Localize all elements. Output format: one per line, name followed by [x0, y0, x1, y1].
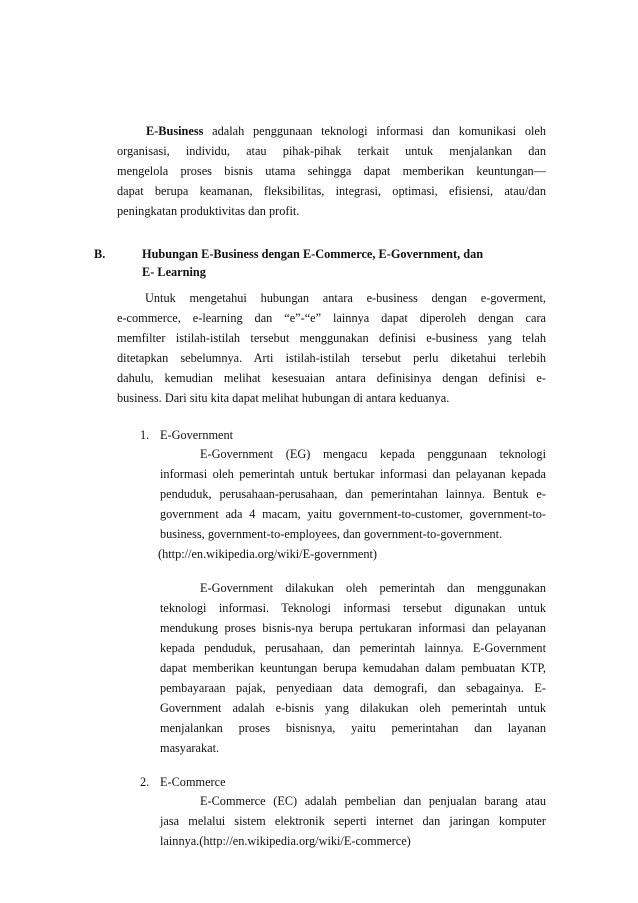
item-1-p1-line-2: informasi oleh pemerintah untuk bertukar informasi dan pelayanan kepada: [160, 467, 546, 481]
item-1-number: 1.: [140, 428, 150, 442]
item-1-p2-line-4: kepada penduduk, perusahaan, dan pemerintah lainnya. E-Government: [160, 641, 546, 655]
section-b-line-1: Untuk mengetahui hubungan antara e-business dengan e-goverment,: [145, 291, 546, 305]
intro-line-2: organisasi, individu, atau pihak-pihak terkait untuk menjalankan dan: [117, 144, 546, 158]
item-2-p1-line-1: E-Commerce (EC) adalah pembelian dan penjualan barang atau: [200, 794, 546, 808]
section-b-marker: B.: [94, 247, 106, 261]
item-2-number: 2.: [140, 775, 150, 789]
section-b-line-4: ditetapkan sebelumnya. Arti istilah-istilah tersebut perlu diketahui terlebih: [117, 351, 546, 365]
item-1-p1-line-3: penduduk, perusahaan-perusahaan, dan pemerintahan lainnya. Bentuk e-: [160, 487, 546, 501]
item-1-p2-line-5: dapat memberikan keuntungan berupa kemudahan dalam pembuatan KTP,: [160, 661, 546, 675]
intro-line-1: E-Business adalah penggunaan teknologi informasi dan komunikasi oleh: [146, 124, 546, 138]
item-1-p2-line-1: E-Government dilakukan oleh pemerintah dan menggunakan: [200, 581, 546, 595]
intro-line-3: mengelola proses bisnis utama sehingga dapat memberikan keuntungan—: [117, 164, 546, 178]
item-1-heading: E-Government: [160, 428, 234, 442]
intro-line-5: peningkatan produktivitas dan profit.: [117, 204, 300, 218]
item-2-heading: E-Commerce: [160, 775, 226, 789]
item-1-p1-line-4: government ada 4 macam, yaitu government-to-customer, government-to-: [160, 507, 546, 521]
item-1-p1-line-1: E-Government (EG) mengacu kepada penggunaan teknologi: [200, 447, 546, 461]
section-b-title-line-2: E- Learning: [142, 265, 206, 279]
section-b-line-3: memfilter istilah-istilah tersebut menggunakan definisi e-business yang telah: [117, 331, 546, 345]
item-1-p1-line-5: business, government-to-employees, dan government-to-government.: [160, 527, 503, 541]
item-2-p1-line-3: lainnya.(http://en.wikipedia.org/wiki/E-commerce): [160, 834, 411, 848]
item-2-p1-line-2: jasa melalui sistem elektronik seperti internet dan jaringan komputer: [160, 814, 546, 828]
intro-line-4: dapat berupa keamanan, fleksibilitas, integrasi, optimasi, efisiensi, atau/dan: [117, 184, 546, 198]
item-1-p2-line-8: menjalankan proses bisnisnya, yaitu pemerintahan dan layanan: [160, 721, 546, 735]
section-b-line-6: business. Dari situ kita dapat melihat hubungan di antara keduanya.: [117, 391, 450, 405]
item-1-p2-line-3: mendukung proses bisnis-nya berupa pertukaran informasi dan pelayanan: [160, 621, 546, 635]
item-1-p2-line-6: pembayaraan pajak, penyediaan data demografi, dan sebagainya. E-: [160, 681, 546, 695]
intro-term: E-Business: [146, 124, 204, 138]
item-1-p2-line-7: Government adalah e-bisnis yang dilakukan oleh pemerintah untuk: [160, 701, 546, 715]
item-1-p2-line-9: masyarakat.: [160, 741, 220, 755]
section-b-title-line-1: Hubungan E-Business dengan E-Commerce, E-Government, dan: [142, 247, 484, 261]
item-1-p1-link: (http://en.wikipedia.org/wiki/E-government): [158, 547, 378, 561]
item-1-p2-line-2: teknologi informasi. Teknologi informasi tersebut digunakan untuk: [160, 601, 546, 615]
section-b-line-5: dahulu, kemudian melihat kesesuaian antara definisinya dengan definisi e-: [117, 371, 546, 385]
section-b-line-2: e-commerce, e-learning dan “e”-“e” lainnya dapat diperoleh dengan cara: [117, 311, 546, 325]
